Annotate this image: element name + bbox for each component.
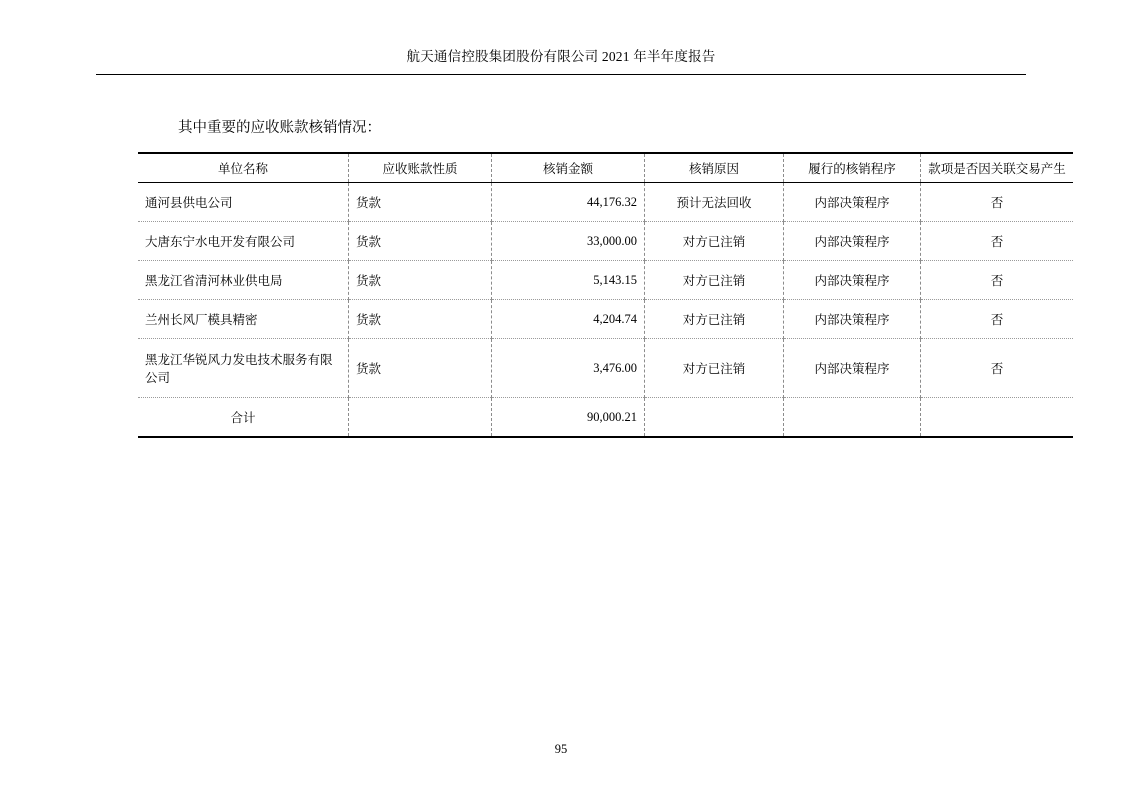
cell-total-amount: 90,000.21 bbox=[492, 398, 645, 438]
table-row bbox=[138, 183, 1073, 222]
cell-amount: 5,143.15 bbox=[492, 261, 645, 300]
cell-nature: 货款 bbox=[349, 261, 492, 300]
table-total-row bbox=[138, 398, 1073, 438]
cell-amount: 4,204.74 bbox=[492, 300, 645, 339]
header-divider bbox=[96, 74, 1026, 75]
cell-reason: 对方已注销 bbox=[645, 339, 784, 398]
cell-procedure: 内部决策程序 bbox=[784, 300, 921, 339]
cell-related-party: 否 bbox=[921, 300, 1074, 339]
cell-total-procedure bbox=[784, 398, 921, 438]
page-header bbox=[96, 48, 1026, 80]
cell-nature: 货款 bbox=[349, 339, 492, 398]
table-row bbox=[138, 339, 1073, 398]
cell-name: 兰州长风厂模具精密 bbox=[138, 300, 349, 339]
column-header-reason: 核销原因 bbox=[645, 153, 784, 183]
table-row bbox=[138, 261, 1073, 300]
section-title: 其中重要的应收账款核销情况： bbox=[178, 120, 381, 136]
table-row bbox=[138, 222, 1073, 261]
cell-amount: 33,000.00 bbox=[492, 222, 645, 261]
cell-name: 大唐东宁水电开发有限公司 bbox=[138, 222, 349, 261]
column-header-name: 单位名称 bbox=[138, 153, 349, 183]
cell-total-reason bbox=[645, 398, 784, 438]
cell-related-party: 否 bbox=[921, 222, 1074, 261]
cell-amount: 44,176.32 bbox=[492, 183, 645, 222]
cell-reason: 对方已注销 bbox=[645, 300, 784, 339]
column-header-related-party: 款项是否因关联交易产生 bbox=[921, 153, 1074, 183]
cell-name: 通河县供电公司 bbox=[138, 183, 349, 222]
cell-name: 黑龙江华锐风力发电技术服务有限公司 bbox=[138, 339, 349, 398]
table-header-row bbox=[138, 153, 1073, 183]
cell-reason: 对方已注销 bbox=[645, 261, 784, 300]
table-row bbox=[138, 300, 1073, 339]
cell-related-party: 否 bbox=[921, 339, 1074, 398]
cell-total-related-party bbox=[921, 398, 1074, 438]
cell-reason: 对方已注销 bbox=[645, 222, 784, 261]
cell-procedure: 内部决策程序 bbox=[784, 339, 921, 398]
cell-related-party: 否 bbox=[921, 261, 1074, 300]
column-header-nature: 应收账款性质 bbox=[349, 153, 492, 183]
cell-nature: 货款 bbox=[349, 300, 492, 339]
cell-total-label: 合计 bbox=[138, 398, 349, 438]
cell-procedure: 内部决策程序 bbox=[784, 261, 921, 300]
header-title: 航天通信控股集团股份有限公司 2021 年半年度报告 bbox=[406, 49, 716, 64]
cell-procedure: 内部决策程序 bbox=[784, 222, 921, 261]
cell-procedure: 内部决策程序 bbox=[784, 183, 921, 222]
cell-amount: 3,476.00 bbox=[492, 339, 645, 398]
page-number: 95 bbox=[554, 742, 568, 756]
receivables-writeoff-table bbox=[138, 152, 1073, 438]
cell-nature: 货款 bbox=[349, 222, 492, 261]
cell-reason: 预计无法回收 bbox=[645, 183, 784, 222]
column-header-amount: 核销金额 bbox=[492, 153, 645, 183]
column-header-procedure: 履行的核销程序 bbox=[784, 153, 921, 183]
cell-nature: 货款 bbox=[349, 183, 492, 222]
cell-name: 黑龙江省清河林业供电局 bbox=[138, 261, 349, 300]
cell-related-party: 否 bbox=[921, 183, 1074, 222]
cell-total-nature bbox=[349, 398, 492, 438]
